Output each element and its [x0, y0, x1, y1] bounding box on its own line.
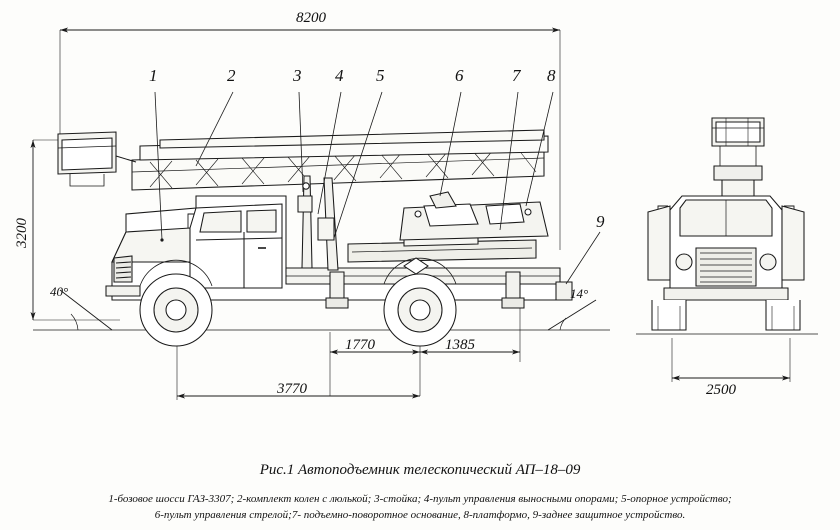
dim-rear-overhang: 1385: [445, 337, 475, 353]
callout-4: 4: [335, 66, 344, 85]
front-view-vehicle: [636, 118, 818, 334]
callout-9: 9: [596, 212, 605, 231]
callout-5: 5: [376, 66, 385, 85]
figure-legend-line-2: 6-пульт управления стрелой;7- подъемно-поворотное основание, 8-платформо, 9-заднее защитное устройство.: [154, 509, 686, 521]
callout-1: 1: [149, 66, 158, 85]
figure-caption: Рис.1 Автоподъемник телескопический АП–18–09: [259, 462, 581, 478]
callout-2: 2: [227, 66, 236, 85]
dim-track-width: 2500: [706, 382, 736, 398]
dim-overall-length: 8200: [296, 10, 326, 26]
callout-7: 7: [512, 66, 521, 85]
dim-front-angle: 40°: [50, 284, 69, 299]
callout-8: 8: [547, 66, 556, 85]
side-view-vehicle: [58, 130, 572, 346]
dim-height: 3200: [14, 218, 30, 248]
callout-6: 6: [455, 66, 464, 85]
callout-3: 3: [293, 66, 302, 85]
dim-wheelbase-rear: 1770: [345, 337, 375, 353]
figure-legend-line-1: 1-бозовое шосси ГАЗ-3307; 2-комплект колен с люлькой; 3-стойка; 4-пульт управления выносными опорами; 5-опорное устройство;: [108, 493, 732, 505]
dim-front-section: 3770: [277, 381, 307, 397]
dim-rear-angle: 14°: [570, 286, 589, 301]
